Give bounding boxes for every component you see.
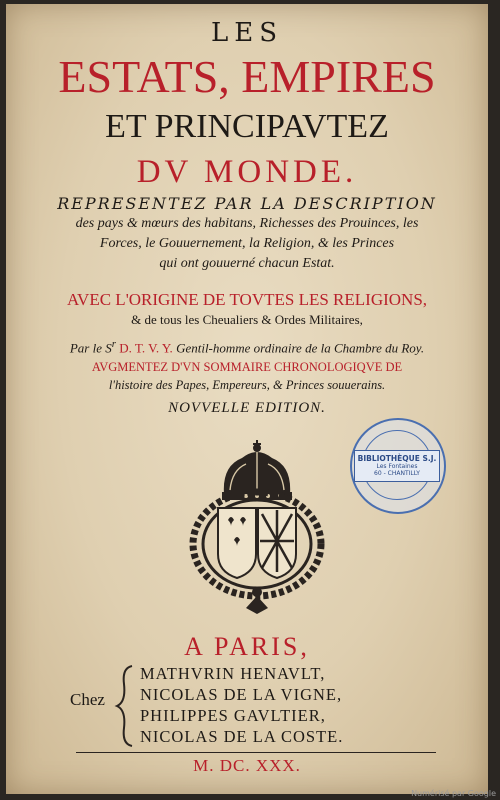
title-line-du-monde: DV MONDE.	[136, 154, 358, 190]
library-stamp	[350, 418, 446, 514]
digitization-watermark: Numérisé par Google	[411, 789, 496, 798]
title-line-estats-empires: ESTATS, EMPIRES	[58, 51, 436, 102]
author-prefix: Par le S	[69, 340, 112, 356]
subtitle-line-pays: des pays & mœurs des habitans, Richesses des Prouinces, les	[75, 216, 419, 231]
publisher-1: MATHVRIN HENAVLT,	[140, 664, 326, 683]
publisher-4: NICOLAS DE LA COSTE.	[140, 727, 344, 746]
title-line-les: LES	[210, 18, 284, 48]
stamp-line-3: 60 - CHANTILLY	[374, 470, 420, 477]
imprint-date: M. DC. XXX.	[193, 756, 301, 775]
line-chevaliers: & de tous les Cheualiers & Ordes Militaires,	[131, 312, 363, 327]
author-title: Gentil-homme ordinaire de la Chambre du Roy.	[172, 340, 425, 356]
brace-icon	[114, 664, 136, 748]
author-line	[6, 338, 488, 356]
author-sup: r	[111, 338, 116, 350]
author-initials: D. T. V. Y.	[115, 340, 173, 356]
subtitle-line-forces: Forces, le Gouuernement, la Religion, & les Princes	[99, 236, 395, 251]
line-histoire-papes: l'histoire des Papes, Empereurs, & Princes souuerains.	[108, 378, 386, 392]
stamp-label	[354, 450, 440, 482]
stamp-line-1: BIBLIOTHÈQUE S.J.	[357, 454, 437, 463]
subtitle-representez: REPRESENTEZ PAR LA DESCRIPTION	[57, 194, 437, 213]
publisher-2: NICOLAS DE LA VIGNE,	[140, 685, 343, 704]
imprint-chez: Chez	[70, 690, 105, 709]
subtitle-line-gouverne: qui ont gouuerné chacun Estat.	[159, 256, 335, 271]
title-page	[6, 4, 488, 794]
line-origine-religions: AVEC L'ORIGINE DE TOVTES LES RELIGIONS,	[66, 290, 428, 309]
stamp-line-2: Les Fontaines	[376, 463, 418, 470]
royal-coat-of-arms-icon	[182, 436, 332, 616]
publisher-3: PHILIPPES GAVLTIER,	[140, 706, 326, 725]
imprint-city: A PARIS,	[184, 632, 310, 661]
edition-line: NOVVELLE EDITION.	[168, 400, 326, 416]
title-line-principautez: ET PRINCIPAVTEZ	[105, 108, 389, 145]
imprint-rule	[76, 752, 436, 753]
line-augmentez: AVGMENTEZ D'VN SOMMAIRE CHRONOLOGIQVE DE	[91, 360, 403, 374]
